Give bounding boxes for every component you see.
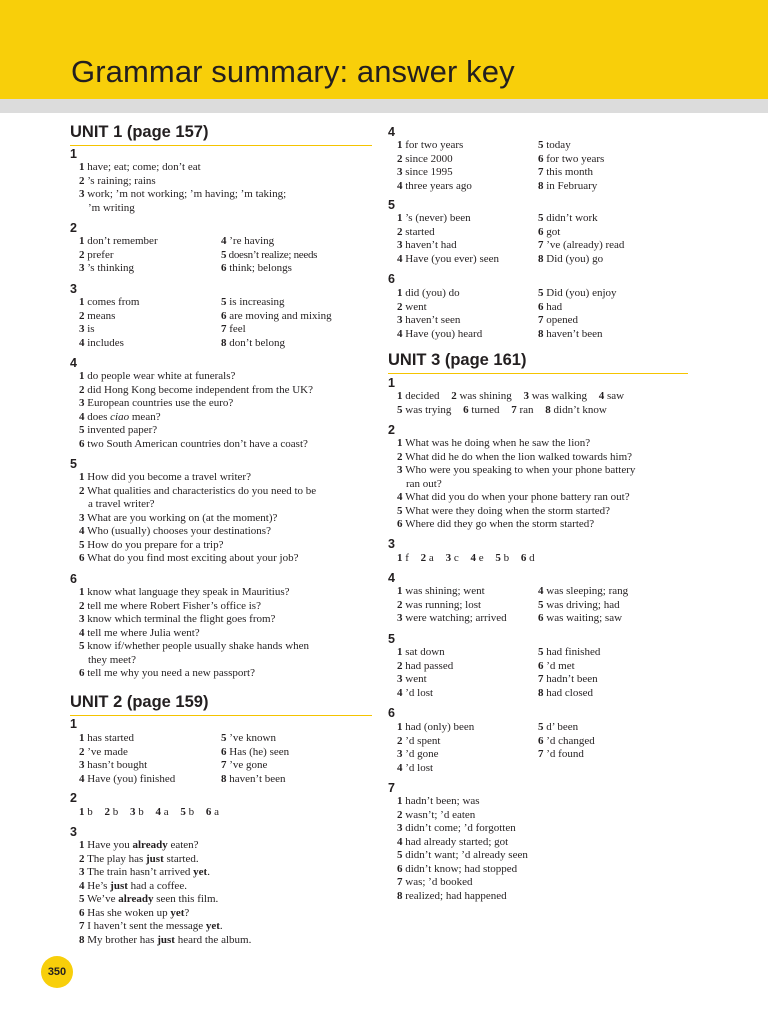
header-divider-strip xyxy=(0,99,768,113)
answer-subcolumn-right xyxy=(221,732,289,786)
answer-line: 6 What do you find most exciting about your job? xyxy=(79,552,299,564)
exercise-number: 6 xyxy=(388,272,395,286)
answer-pair: 3 was walking xyxy=(523,390,587,402)
answer-subcolumn-left xyxy=(397,721,474,775)
answer-pair: 5 b xyxy=(180,806,195,818)
answer-line: 6 had xyxy=(538,300,563,313)
answer-line: 2 What did he do when the lion walked towards him? xyxy=(397,450,633,463)
answer-line: 2 prefer xyxy=(79,248,114,261)
answer-line: 2 The play has just started. xyxy=(79,852,199,865)
inline-answers xyxy=(397,552,544,566)
answer-line: 2 did Hong Kong become independent from the UK? xyxy=(79,383,313,396)
answer-list xyxy=(79,586,309,681)
unit2-heading: UNIT 2 (page 159) xyxy=(70,693,372,716)
answer-line-continued: ran out? xyxy=(406,477,442,490)
answer-line: 6 tell me why you need a new passport? xyxy=(79,667,255,679)
answer-subcolumn-left xyxy=(79,732,175,786)
exercise-number: 4 xyxy=(388,571,395,585)
answer-line: 4 tell me where Julia went? xyxy=(79,626,200,639)
unit1-heading: UNIT 1 (page 157) xyxy=(70,123,372,146)
answer-line: 5 doesn’t realize; needs xyxy=(221,248,318,261)
answer-line: 5 is increasing xyxy=(221,296,285,308)
answer-line: 5 d’ been xyxy=(538,721,579,733)
exercise-number: 2 xyxy=(70,221,77,235)
exercise-number: 5 xyxy=(388,632,395,646)
answer-line: 4 Who (usually) chooses your destinations? xyxy=(79,525,271,537)
answer-line: 1 hadn’t been; was xyxy=(397,795,480,807)
answer-line: 3 went xyxy=(397,673,427,685)
answer-line: 3 The train hasn’t arrived yet. xyxy=(79,866,210,878)
answer-line-continued: ’m writing xyxy=(88,201,135,214)
answer-subcolumn-right xyxy=(538,139,604,193)
exercise-number: 2 xyxy=(388,423,395,437)
answer-line: 3 know which terminal the flight goes from? xyxy=(79,613,276,625)
answer-subcolumn-left xyxy=(397,585,507,626)
answer-line: 4 ’re having xyxy=(221,235,275,247)
answer-list xyxy=(397,437,635,532)
answer-line: 8 haven’t been xyxy=(538,327,603,340)
answer-line: 7 opened xyxy=(538,314,579,326)
header-banner xyxy=(0,0,768,99)
answer-line: 4 Have (you ever) seen xyxy=(397,252,500,265)
bold-word: yet xyxy=(193,866,208,878)
answer-pair: 2 a xyxy=(420,552,434,564)
answer-line: 3 since 1995 xyxy=(397,166,453,178)
answer-subcolumn-left xyxy=(79,296,139,350)
answer-line: 1 have; eat; come; don’t eat xyxy=(79,161,201,173)
answer-line: 4 What did you do when your phone battery ran out? xyxy=(397,491,630,503)
answer-pair: 5 was trying xyxy=(397,403,452,416)
bold-word: yet xyxy=(205,920,220,932)
answer-line: 1 ’s (never) been xyxy=(397,212,471,224)
answer-line: 3 haven’t had xyxy=(397,239,457,251)
answer-list xyxy=(79,471,316,566)
answer-line: 7 ’d found xyxy=(538,748,584,760)
answer-row xyxy=(397,390,633,404)
inline-answers xyxy=(397,390,633,417)
answer-line: 2 ’s raining; rains xyxy=(79,174,156,187)
answer-line: 6 was waiting; saw xyxy=(538,612,623,624)
answer-line: 6 Has (he) seen xyxy=(221,745,290,758)
answer-line: 3 Who were you speaking to when your phone battery xyxy=(397,464,636,476)
answer-pair: 8 didn’t know xyxy=(545,403,607,416)
answer-line: 1 had (only) been xyxy=(397,721,475,733)
exercise-number: 3 xyxy=(70,282,77,296)
answer-line: 2 since 2000 xyxy=(397,152,453,165)
answer-line: 4 includes xyxy=(79,336,124,349)
answer-line: 1 What was he doing when he saw the lion? xyxy=(397,437,591,449)
answer-line: 3 work; ’m not working; ’m having; ’m taking; xyxy=(79,188,287,200)
answer-line-continued: they meet? xyxy=(88,653,136,666)
bold-word: already xyxy=(132,839,168,851)
answer-line: 5 We’ve already seen this film. xyxy=(79,893,219,905)
answer-pair: 1 b xyxy=(79,806,93,818)
answer-subcolumn-left xyxy=(397,212,499,266)
exercise-number: 7 xyxy=(388,781,395,795)
answer-line: 6 Has she woken up yet? xyxy=(79,906,190,919)
bold-word: just xyxy=(110,879,128,892)
answer-line: 7 this month xyxy=(538,166,594,178)
answer-line: 5 Did (you) enjoy xyxy=(538,287,617,299)
answer-pair: 6 a xyxy=(205,806,220,818)
answer-subcolumn-right xyxy=(221,235,317,276)
answer-line: 2 wasn’t; ’d eaten xyxy=(397,808,476,821)
answer-line: 3 were watching; arrived xyxy=(397,612,507,624)
answer-pair: 2 was shining xyxy=(451,390,512,402)
answer-pair: 1 decided xyxy=(397,390,440,402)
answer-line: 4 ’d lost xyxy=(397,686,434,699)
answer-pair: 5 b xyxy=(495,552,510,564)
bold-word: just xyxy=(157,933,175,946)
answer-line: 1 for two years xyxy=(397,139,464,151)
answer-list xyxy=(397,795,528,903)
answer-subcolumn-right xyxy=(538,287,617,341)
answer-line: 4 ’d lost xyxy=(397,761,434,774)
answer-line: 1 do people wear white at funerals? xyxy=(79,370,236,382)
answer-line: 1 sat down xyxy=(397,646,445,658)
answer-pair: 4 a xyxy=(155,806,169,818)
bold-word: already xyxy=(118,893,154,905)
answer-line: 6 ’d met xyxy=(538,659,575,672)
exercise-number: 1 xyxy=(70,717,77,731)
exercise-number: 4 xyxy=(70,356,77,370)
exercise-number: 3 xyxy=(70,825,77,839)
answer-line: 7 feel xyxy=(221,323,246,335)
answer-line: 5 know if/whether people usually shake hands when xyxy=(79,640,310,652)
answer-line: 5 was driving; had xyxy=(538,598,620,611)
answer-pair: 6 turned xyxy=(463,403,500,416)
answer-line: 4 Have (you) heard xyxy=(397,327,483,340)
exercise-number: 1 xyxy=(388,376,395,390)
answer-line: 4 He’s just had a coffee. xyxy=(79,879,187,892)
answer-subcolumn-right xyxy=(538,585,628,626)
inline-answers xyxy=(79,806,228,820)
answer-list xyxy=(79,370,313,451)
exercise-number: 5 xyxy=(70,457,77,471)
answer-line: 8 had closed xyxy=(538,686,593,699)
answer-line: 2 What qualities and characteristics do you need to be xyxy=(79,484,317,497)
answer-line: 2 ’d spent xyxy=(397,734,441,747)
answer-line: 2 ’ve made xyxy=(79,745,128,758)
answer-row xyxy=(397,404,633,418)
answer-line: 3 didn’t come; ’d forgotten xyxy=(397,822,516,834)
answer-line: 5 How do you prepare for a trip? xyxy=(79,538,224,551)
answer-pair: 3 c xyxy=(445,552,459,564)
answer-line: 1 Have you already eaten? xyxy=(79,839,199,851)
exercise-number: 6 xyxy=(388,706,395,720)
answer-line: 6 think; belongs xyxy=(221,262,292,274)
answer-line: 2 was running; lost xyxy=(397,598,482,611)
answer-line: 8 in February xyxy=(538,179,598,192)
exercise-number: 3 xyxy=(388,537,395,551)
answer-line: 2 went xyxy=(397,300,427,313)
answer-line: 8 My brother has just heard the album. xyxy=(79,933,252,946)
answer-pair: 4 saw xyxy=(598,390,625,402)
answer-line: 3 European countries use the euro? xyxy=(79,397,234,409)
answer-subcolumn-left xyxy=(397,287,482,341)
answer-line: 5 ’ve known xyxy=(221,732,276,744)
answer-line: 1 did (you) do xyxy=(397,287,460,299)
answer-line: 8 don’t belong xyxy=(221,336,285,349)
answer-pair: 7 ran xyxy=(511,403,534,416)
exercise-number: 5 xyxy=(388,198,395,212)
answer-pair: 3 b xyxy=(130,806,144,818)
answer-subcolumn-left xyxy=(397,646,453,700)
answer-line: 6 are moving and mixing xyxy=(221,309,332,322)
exercise-number: 4 xyxy=(388,125,395,139)
answer-subcolumn-right xyxy=(538,721,595,762)
answer-line: 6 got xyxy=(538,225,561,238)
answer-line: 8 Did (you) go xyxy=(538,252,604,265)
answer-line: 1 has started xyxy=(79,732,134,744)
exercise-number: 1 xyxy=(70,147,77,161)
answer-subcolumn-left xyxy=(397,139,472,193)
unit3-heading: UNIT 3 (page 161) xyxy=(388,351,688,374)
answer-line: 3 ’s thinking xyxy=(79,262,135,274)
answer-line: 5 didn’t want; ’d already seen xyxy=(397,849,528,861)
answer-line: 8 realized; had happened xyxy=(397,889,507,902)
answer-line: 3 What are you working on (at the moment)? xyxy=(79,511,278,524)
answer-line: 3 haven’t seen xyxy=(397,314,461,326)
answer-pair: 4 e xyxy=(470,552,484,564)
answer-line: 1 was shining; went xyxy=(397,585,485,597)
answer-line: 5 didn’t work xyxy=(538,212,598,224)
answer-line: 4 three years ago xyxy=(397,179,472,192)
answer-line: 5 today xyxy=(538,139,571,151)
page-number-badge: 350 xyxy=(41,956,73,988)
answer-line: 6 Where did they go when the storm started? xyxy=(397,518,595,530)
answer-line: 5 had finished xyxy=(538,646,601,658)
answer-line: 6 for two years xyxy=(538,152,605,165)
answer-line: 8 haven’t been xyxy=(221,772,286,785)
answer-line: 4 Have (you) finished xyxy=(79,772,176,785)
answer-subcolumn-right xyxy=(538,646,600,700)
answer-line: 2 tell me where Robert Fisher’s office is? xyxy=(79,599,261,612)
answer-line: 4 was sleeping; rang xyxy=(538,585,629,597)
answer-line: 3 hasn’t bought xyxy=(79,759,148,771)
answer-line: 1 don’t remember xyxy=(79,235,158,247)
answer-subcolumn-right xyxy=(538,212,624,266)
bold-word: yet xyxy=(170,906,185,919)
exercise-number: 6 xyxy=(70,572,77,586)
answer-line: 3 is xyxy=(79,323,95,335)
italic-word: ciao xyxy=(110,410,130,423)
answer-line: 2 started xyxy=(397,225,435,238)
page-title: Grammar summary: answer key xyxy=(71,54,515,89)
answer-line: 5 invented paper? xyxy=(79,424,158,436)
answer-pair: 6 d xyxy=(520,552,535,564)
answer-line: 4 had already started; got xyxy=(397,835,509,848)
answer-line: 5 What were they doing when the storm started? xyxy=(397,504,611,517)
answer-list xyxy=(79,839,251,947)
answer-subcolumn-right xyxy=(221,296,332,350)
answer-subcolumn-left xyxy=(79,235,158,276)
answer-pair: 2 b xyxy=(104,806,119,818)
answer-line: 4 does ciao mean? xyxy=(79,410,161,423)
answer-line: 3 ’d gone xyxy=(397,748,439,760)
answer-line: 6 two South American countries don’t have a coast? xyxy=(79,437,308,450)
answer-line: 7 ’ve (already) read xyxy=(538,239,625,251)
answer-list xyxy=(79,161,286,215)
answer-line: 2 means xyxy=(79,309,116,322)
answer-pair: 1 f xyxy=(397,552,409,564)
answer-line: 1 comes from xyxy=(79,296,140,308)
exercise-number: 2 xyxy=(70,791,77,805)
answer-line: 2 had passed xyxy=(397,659,454,672)
answer-line: 1 How did you become a travel writer? xyxy=(79,471,251,483)
answer-line: 7 I haven’t sent the message yet. xyxy=(79,920,223,932)
answer-line: 6 didn’t know; had stopped xyxy=(397,862,518,875)
answer-line: 1 know what language they speak in Mauritius? xyxy=(79,586,290,598)
answer-line-continued: a travel writer? xyxy=(88,498,155,510)
answer-line: 6 ’d changed xyxy=(538,734,595,747)
answer-line: 7 was; ’d booked xyxy=(397,876,473,888)
answer-line: 7 ’ve gone xyxy=(221,759,268,771)
bold-word: just xyxy=(146,852,164,865)
answer-line: 7 hadn’t been xyxy=(538,673,598,685)
